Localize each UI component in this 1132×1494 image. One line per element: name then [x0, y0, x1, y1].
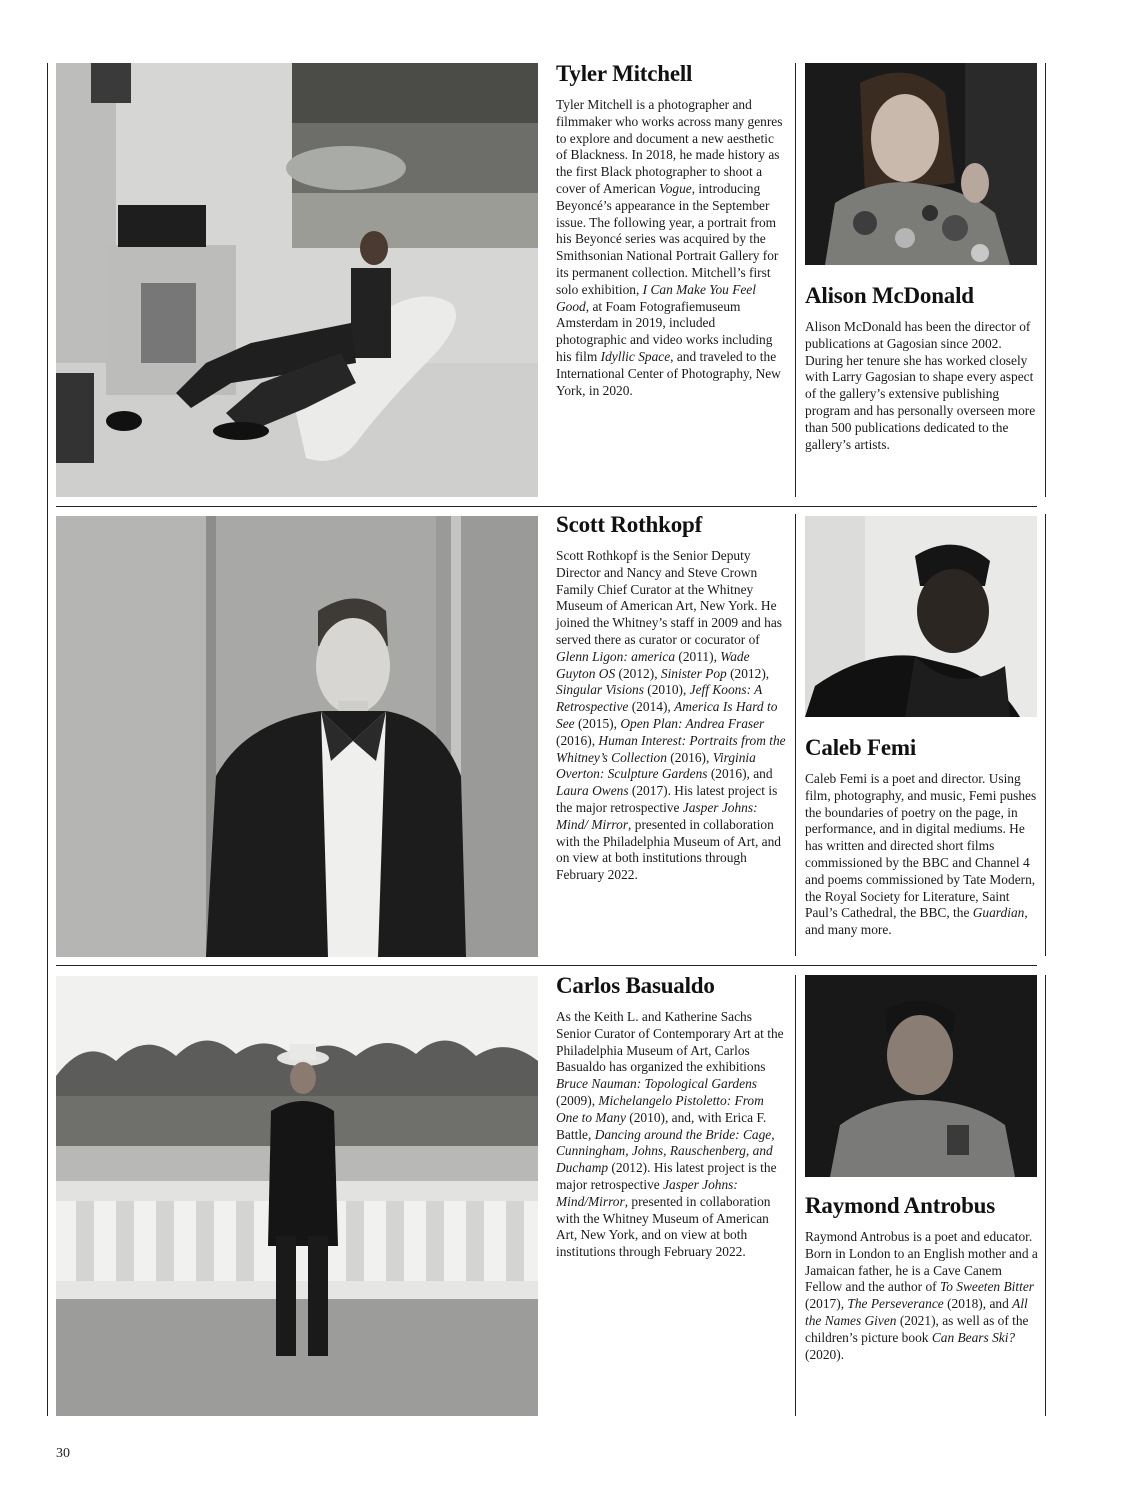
raymond-antrobus-text: Raymond Antrobus is a poet and educator. Born in London to an English mother and a Jamaican father, he is a Cave Canem Fellow and the author of To Sweeten Bitter (2017), The Perseverance (2018), and All the Names Given (2021), as well as of the children’s picture book Can Bears Ski? (2020).: [805, 1229, 1038, 1362]
row-divider-1: [56, 506, 1037, 507]
tyler-mitchell-bio: [556, 61, 788, 399]
raymond-antrobus-bio: [805, 1193, 1041, 1363]
column-rule-2: [795, 514, 796, 956]
caleb-femi-name: Caleb Femi: [805, 735, 917, 760]
carlos-basualdo-photo: [56, 976, 538, 1416]
alison-mcdonald-bio: [805, 283, 1041, 453]
alison-mcdonald-name: Alison McDonald: [805, 283, 974, 308]
right-margin-rule-1: [1045, 63, 1046, 497]
tyler-mitchell-text: Tyler Mitchell is a photographer and filmmaker who works across many genres to explore and document a new aesthetic of Blackness. In 2018, he made history as the first Black photographer to shoot a cover of American Vogue, introducing Beyoncé’s appearance in the September issue. The following year, a portrait from his Beyoncé series was acquired by the Smithsonian National Portrait Gallery for its permanent collection. Mitchell’s first solo exhibition, I Can Make You Feel Good, at Foam Fotografiemuseum Amsterdam in 2019, included photographic and video works including his film Idyllic Space, and traveled to the International Center of Photography, New York, in 2020.: [556, 97, 783, 398]
caleb-femi-text: Caleb Femi is a poet and director. Using film, photography, and music, Femi pushes the boundaries of poetry on the page, in performance, and in digital mediums. He has written and directed short films commissioned by the BBC and Channel 4 and poems commissioned by Tate Modern, the Royal Society for Literature, Saint Paul’s Cathedral, the BBC, the Guardian, and many more.: [805, 771, 1037, 938]
scott-rothkopf-bio: [556, 512, 788, 884]
carlos-basualdo-name: Carlos Basualdo: [556, 973, 715, 998]
caleb-femi-photo: [805, 516, 1037, 717]
right-margin-rule-2: [1045, 514, 1046, 956]
column-rule-3: [795, 975, 796, 1416]
scott-rothkopf-photo: [56, 516, 538, 957]
row-divider-2: [56, 965, 1037, 966]
tyler-mitchell-photo: [56, 63, 538, 497]
scott-rothkopf-text: Scott Rothkopf is the Senior Deputy Director and Nancy and Steve Crown Family Chief Curator at the Whitney Museum of American Art, New York. He joined the Whitney’s staff in 2009 and has served there as curator or cocurator of Glenn Ligon: america (2011), Wade Guyton OS (2012), Sinister Pop (2012), Singular Visions (2010), Jeff Koons: A Retrospective (2014), America Is Hard to See (2015), Open Plan: Andrea Fraser (2016), Human Interest: Portraits from the Whitney’s Collection (2016), Virginia Overton: Sculpture Gardens (2016), and Laura Owens (2017). His latest project is the major retrospective Jasper Johns: Mind/ Mirror, presented in collaboration with the Philadelphia Museum of Art, and on view at both institutions through February 2022.: [556, 548, 786, 883]
scott-rothkopf-name: Scott Rothkopf: [556, 512, 703, 537]
alison-mcdonald-text: Alison McDonald has been the director of publications at Gagosian since 2002. During her tenure she has worked closely with Larry Gagosian to shape every aspect of the gallery’s extensive publishing program and has personally overseen more than 500 publications dedicated to the gallery’s artists.: [805, 319, 1036, 452]
carlos-basualdo-bio: [556, 973, 788, 1261]
raymond-antrobus-photo: [805, 975, 1037, 1177]
column-rule-1: [795, 63, 796, 497]
page-number: 30: [56, 1446, 70, 1461]
right-margin-rule-3: [1045, 975, 1046, 1416]
left-margin-rule: [47, 63, 48, 1416]
caleb-femi-bio: [805, 735, 1041, 939]
tyler-mitchell-name: Tyler Mitchell: [556, 61, 693, 86]
carlos-basualdo-text: As the Keith L. and Katherine Sachs Senior Curator of Contemporary Art at the Philadelphia Museum of Art, Carlos Basualdo has organized the exhibitions Bruce Nauman: Topological Gardens (2009), Michelangelo Pistoletto: From One to Many (2010), and, with Erica F. Battle, Dancing around the Bride: Cage, Cunningham, Johns, Rauschenberg, and Duchamp (2012). His latest project is the major retrospective Jasper Johns: Mind/Mirror, presented in collaboration with the Whitney Museum of American Art, New York, and on view at both institutions through February 2022.: [556, 1009, 784, 1260]
raymond-antrobus-name: Raymond Antrobus: [805, 1193, 996, 1218]
alison-mcdonald-photo: [805, 63, 1037, 265]
